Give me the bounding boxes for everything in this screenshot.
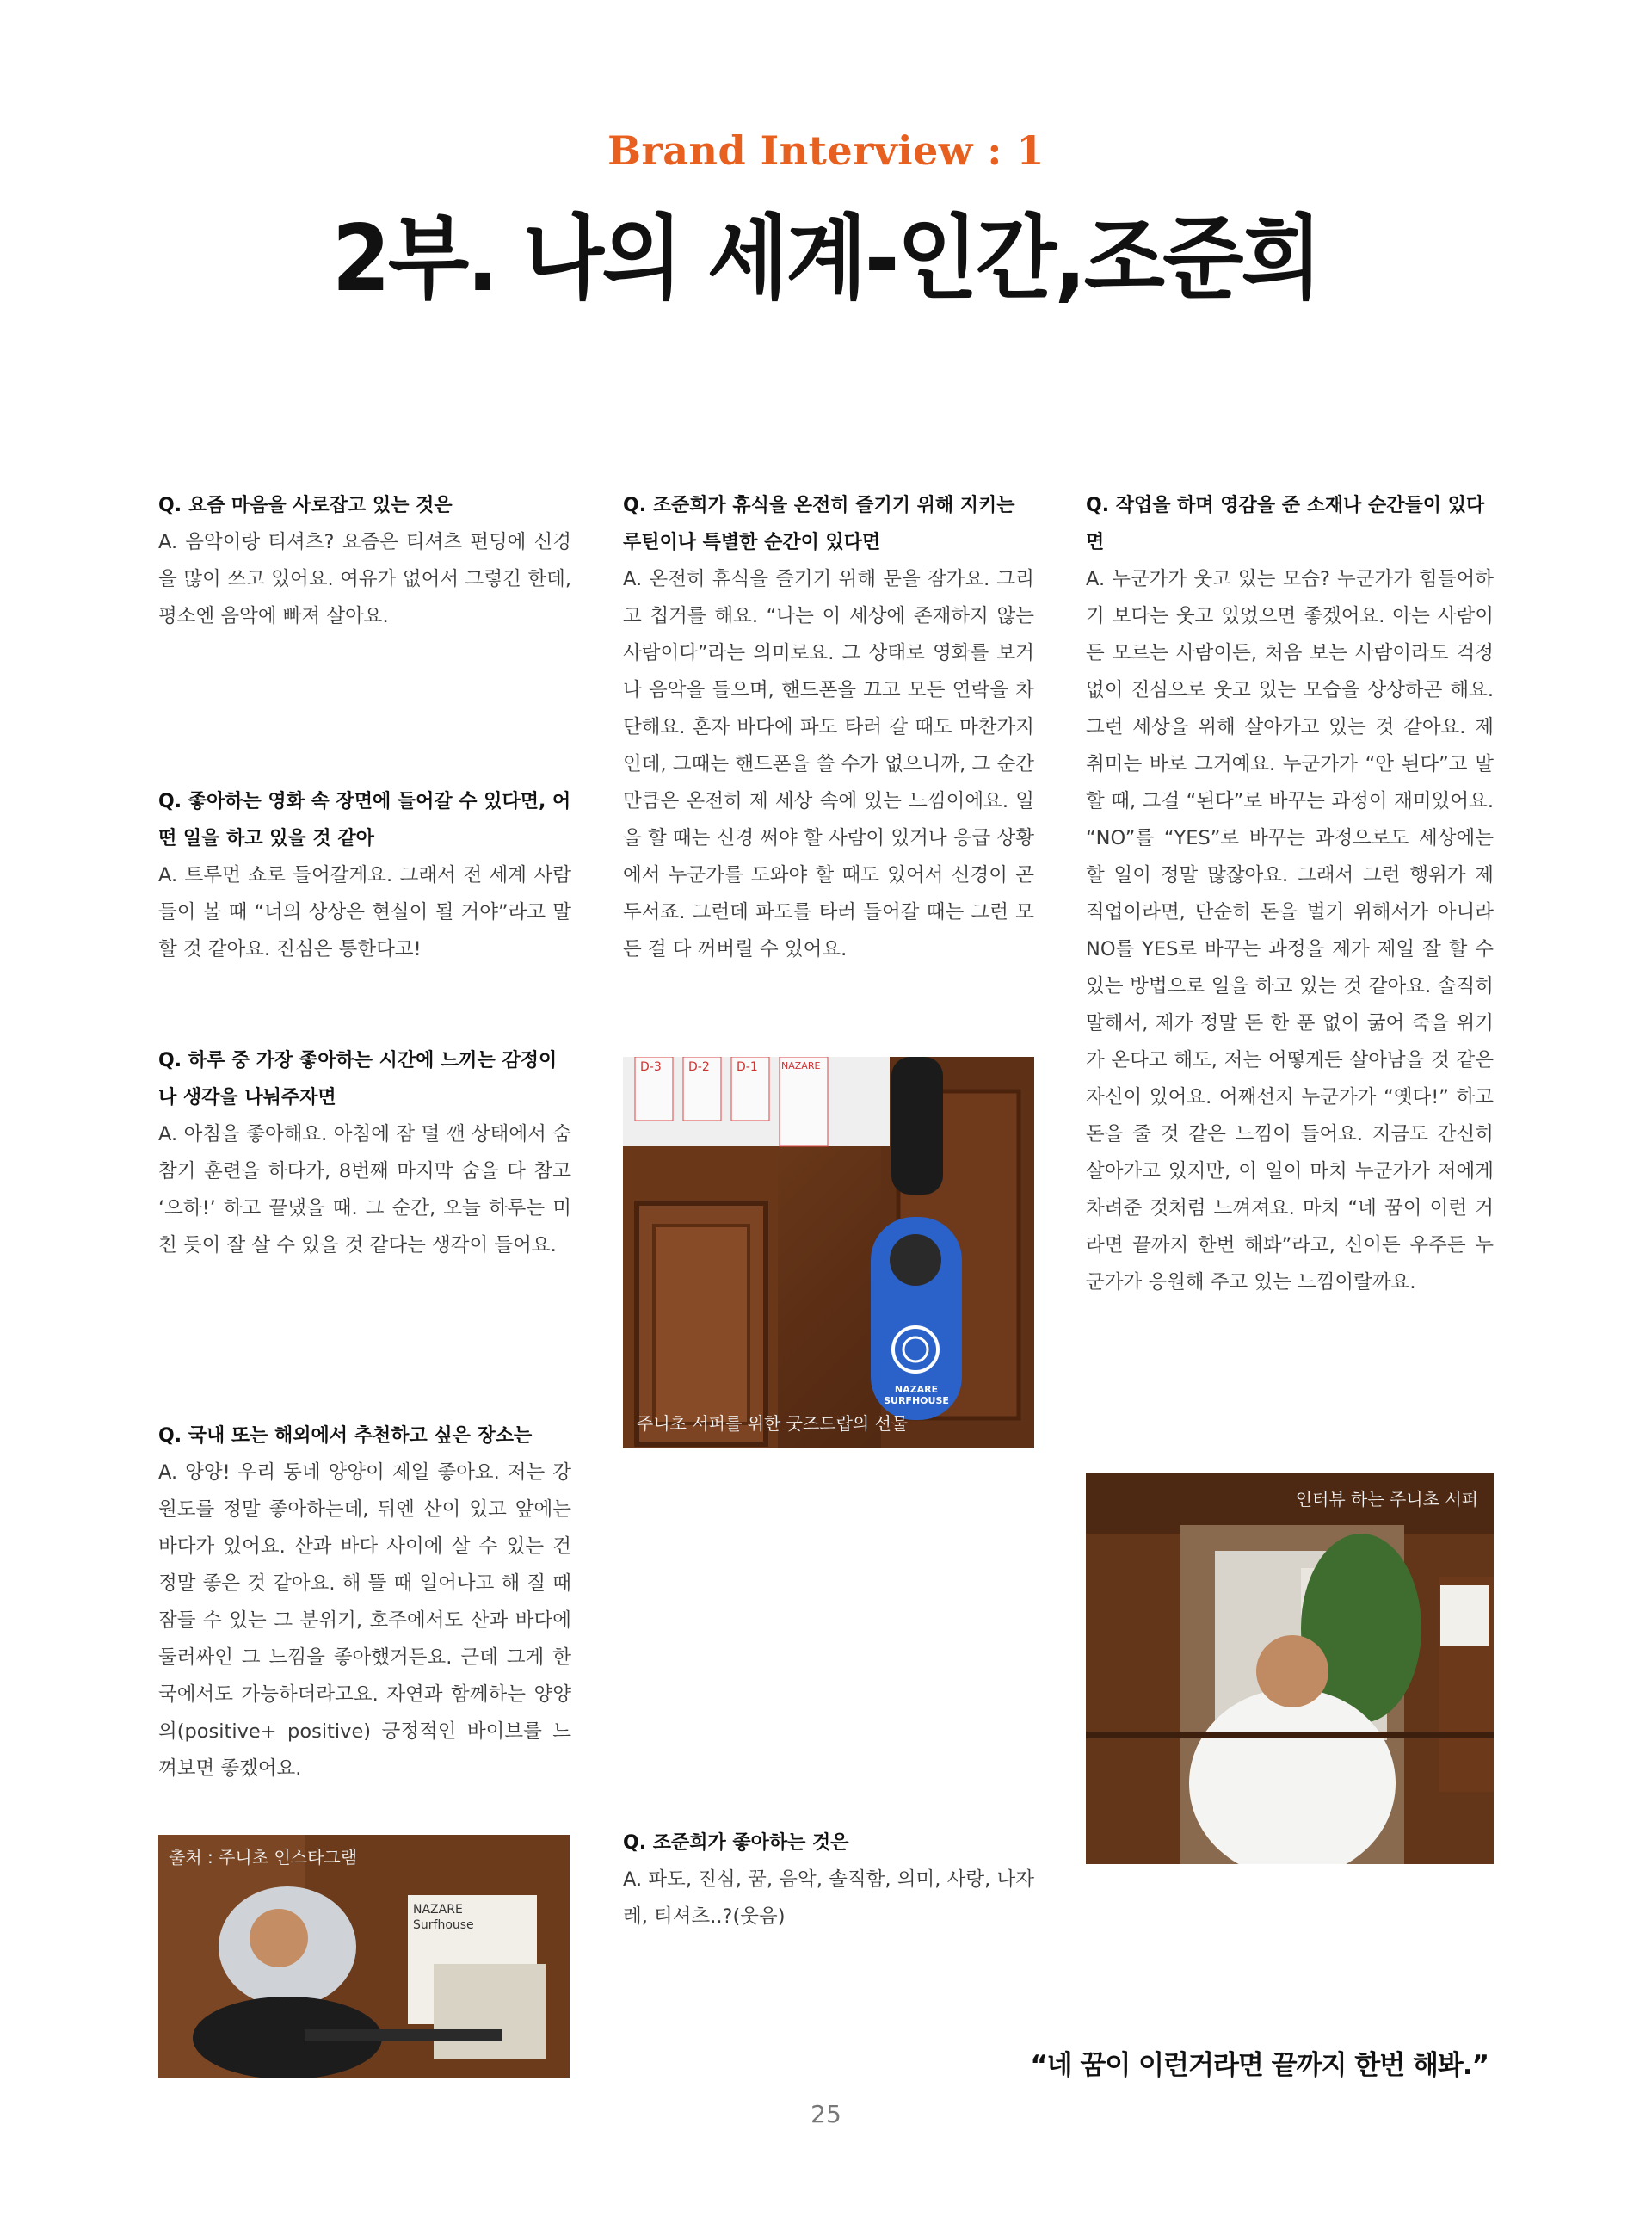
door-illustration [623, 1057, 1034, 1448]
qa-block [158, 1417, 571, 1788]
qa-block [623, 1825, 1034, 1936]
guitar-illustration [158, 1835, 570, 2078]
qa-block [158, 487, 571, 635]
question: Q. 요즘 마음을 사로잡고 있는 것은 [158, 495, 453, 516]
column-middle-lower [623, 1825, 1034, 1936]
door-tag: D-1 [737, 1060, 758, 1074]
photo-portrait [1086, 1473, 1494, 1864]
question: Q. 조준희가 휴식을 온전히 즐기기 위해 지키는 루틴이나 특별한 순간이 있다면 [623, 495, 1015, 553]
photo-caption: 출처 : 주니초 인스타그램 [169, 1847, 358, 1868]
answer: A. 트루먼 쇼로 들어갈게요. 그래서 전 세계 사람들이 볼 때 “너의 상상은 현실이 될 거야”라고 말할 것 같아요. 진심은 통한다고! [158, 864, 571, 960]
hanger-text: NAZARE SURFHOUSE [884, 1384, 949, 1406]
column-middle [623, 487, 1034, 968]
door-tag: D-2 [688, 1060, 710, 1074]
page-kicker: Brand Interview : 1 [607, 127, 1045, 174]
photo-guitar [158, 1835, 570, 2078]
question: Q. 작업을 하며 영감을 준 소재나 순간들이 있다면 [1086, 495, 1485, 553]
photo-caption: 인터뷰 하는 주니초 서퍼 [1295, 1489, 1478, 1510]
question: Q. 조준희가 좋아하는 것은 [623, 1832, 849, 1854]
photo-caption: 주니초 서퍼를 위한 굿즈드랍의 선물 [637, 1413, 909, 1434]
page-number: 25 [811, 2100, 841, 2128]
column-left [158, 487, 571, 1788]
answer: A. 파도, 진심, 꿈, 음악, 솔직함, 의미, 사랑, 나자레, 티셔츠..?(웃음) [623, 1868, 1034, 1928]
photo-door-hanger [623, 1057, 1034, 1448]
guitar-board-text: NAZARE Surfhouse [413, 1903, 474, 1932]
qa-block [623, 487, 1034, 968]
answer: A. 아침을 좋아해요. 아침에 잠 덜 깬 상태에서 숨 참기 훈련을 하다가, 8번째 마지막 숨을 다 참고 ‘으하!’ 하고 끝냈을 때. 그 순간, 오늘 하루는 미친 듯이 잘 살 수 있을 것 같다는 생각이 들어요. [158, 1123, 571, 1257]
question: Q. 국내 또는 해외에서 추천하고 싶은 장소는 [158, 1425, 533, 1447]
door-tag: NAZARE [781, 1060, 821, 1071]
qa-block [1086, 487, 1494, 1301]
answer: A. 양양! 우리 동네 양양이 제일 좋아요. 저는 강원도를 정말 좋아하는데, 뒤엔 산이 있고 앞에는 바다가 있어요. 산과 바다 사이에 살 수 있는 건 정말 좋은 것 같아요. 해 뜰 때 일어나고 해 질 때 잠들 수 있는 그 분위기, 호주에서도 산과 바다에 둘러싸인 그 느낌을 좋아했거든요. 근데 그게 한국에서도 가능하더라고요. 자연과 함께하는 양양의(positive+ positive) 긍정적인 바이브를 느껴보면 좋겠어요. [158, 1461, 571, 1780]
answer: A. 온전히 휴식을 즐기기 위해 문을 잠가요. 그리고 칩거를 해요. “나는 이 세상에 존재하지 않는 사람이다”라는 의미로요. 그 상태로 영화를 보거나 음악을 들으며, 핸드폰을 끄고 모든 연락을 차단해요. 혼자 바다에 파도 타러 갈 때도 마찬가지인데, 그때는 핸드폰을 쓸 수가 없으니까, 그 순간만큼은 온전히 제 세상 속에 있는 느낌이에요. 일을 할 때는 신경 써야 할 사람이 있거나 응급 상황에서 누군가를 도와야 할 때도 있어서 신경이 곤두서죠. 그런데 파도를 타러 들어갈 때는 그런 모든 걸 다 꺼버릴 수 있어요. [623, 568, 1034, 960]
pull-quote: “네 꿈이 이런거라면 끝까지 한번 해봐.” [1030, 2050, 1489, 2081]
answer: A. 음악이랑 티셔츠? 요즘은 티셔츠 펀딩에 신경을 많이 쓰고 있어요. 여유가 없어서 그렇긴 한데, 평소엔 음악에 빠져 살아요. [158, 531, 571, 627]
qa-block [158, 1042, 571, 1264]
answer: A. 누군가가 웃고 있는 모습? 누군가가 힘들어하기 보다는 웃고 있었으면 좋겠어요. 아는 사람이든 모르는 사람이든, 처음 보는 사람이라도 걱정 없이 진심으로 웃고 있는 모습을 상상하곤 해요. 그런 세상을 위해 살아가고 있는 것 같아요. 제 취미는 바로 그거예요. 누군가가 “안 된다”고 말할 때, 그걸 “된다”로 바꾸는 과정이 재미있어요. “NO”를 “YES”로 바꾸는 과정으로도 세상에는 할 일이 정말 많잖아요. 그래서 그런 행위가 제 직업이라면, 단순히 돈을 벌기 위해서가 아니라 NO를 YES로 바꾸는 과정을 제가 제일 잘 할 수 있는 방법으로 일을 하고 있는 것 같아요. 솔직히 말해서, 제가 정말 돈 한 푼 없이 굶어 죽을 위기가 온다고 해도, 저는 어떻게든 살아남을 것 같은 자신이 있어요. 어째선지 누군가가 “옛다!” 하고 돈을 줄 것 같은 느낌이 들어요. 지금도 간신히 살아가고 있지만, 이 일이 마치 누군가가 저에게 차려준 것처럼 느껴져요. 마치 “네 꿈이 이런 거라면 끝까지 한번 해봐”라고, 신이든 우주든 누군가가 응원해 주고 있는 느낌이랄까요. [1086, 568, 1494, 1294]
column-right [1086, 487, 1494, 1301]
question: Q. 좋아하는 영화 속 장면에 들어갈 수 있다면, 어떤 일을 하고 있을 것 같아 [158, 791, 571, 849]
qa-block [158, 783, 571, 968]
page-title: 2부. 나의 세계-인간,조준희 [331, 206, 1321, 312]
question: Q. 하루 중 가장 좋아하는 시간에 느끼는 감정이나 생각을 나눠주자면 [158, 1050, 558, 1108]
door-tag: D-3 [640, 1060, 662, 1074]
portrait-illustration [1086, 1473, 1494, 1864]
